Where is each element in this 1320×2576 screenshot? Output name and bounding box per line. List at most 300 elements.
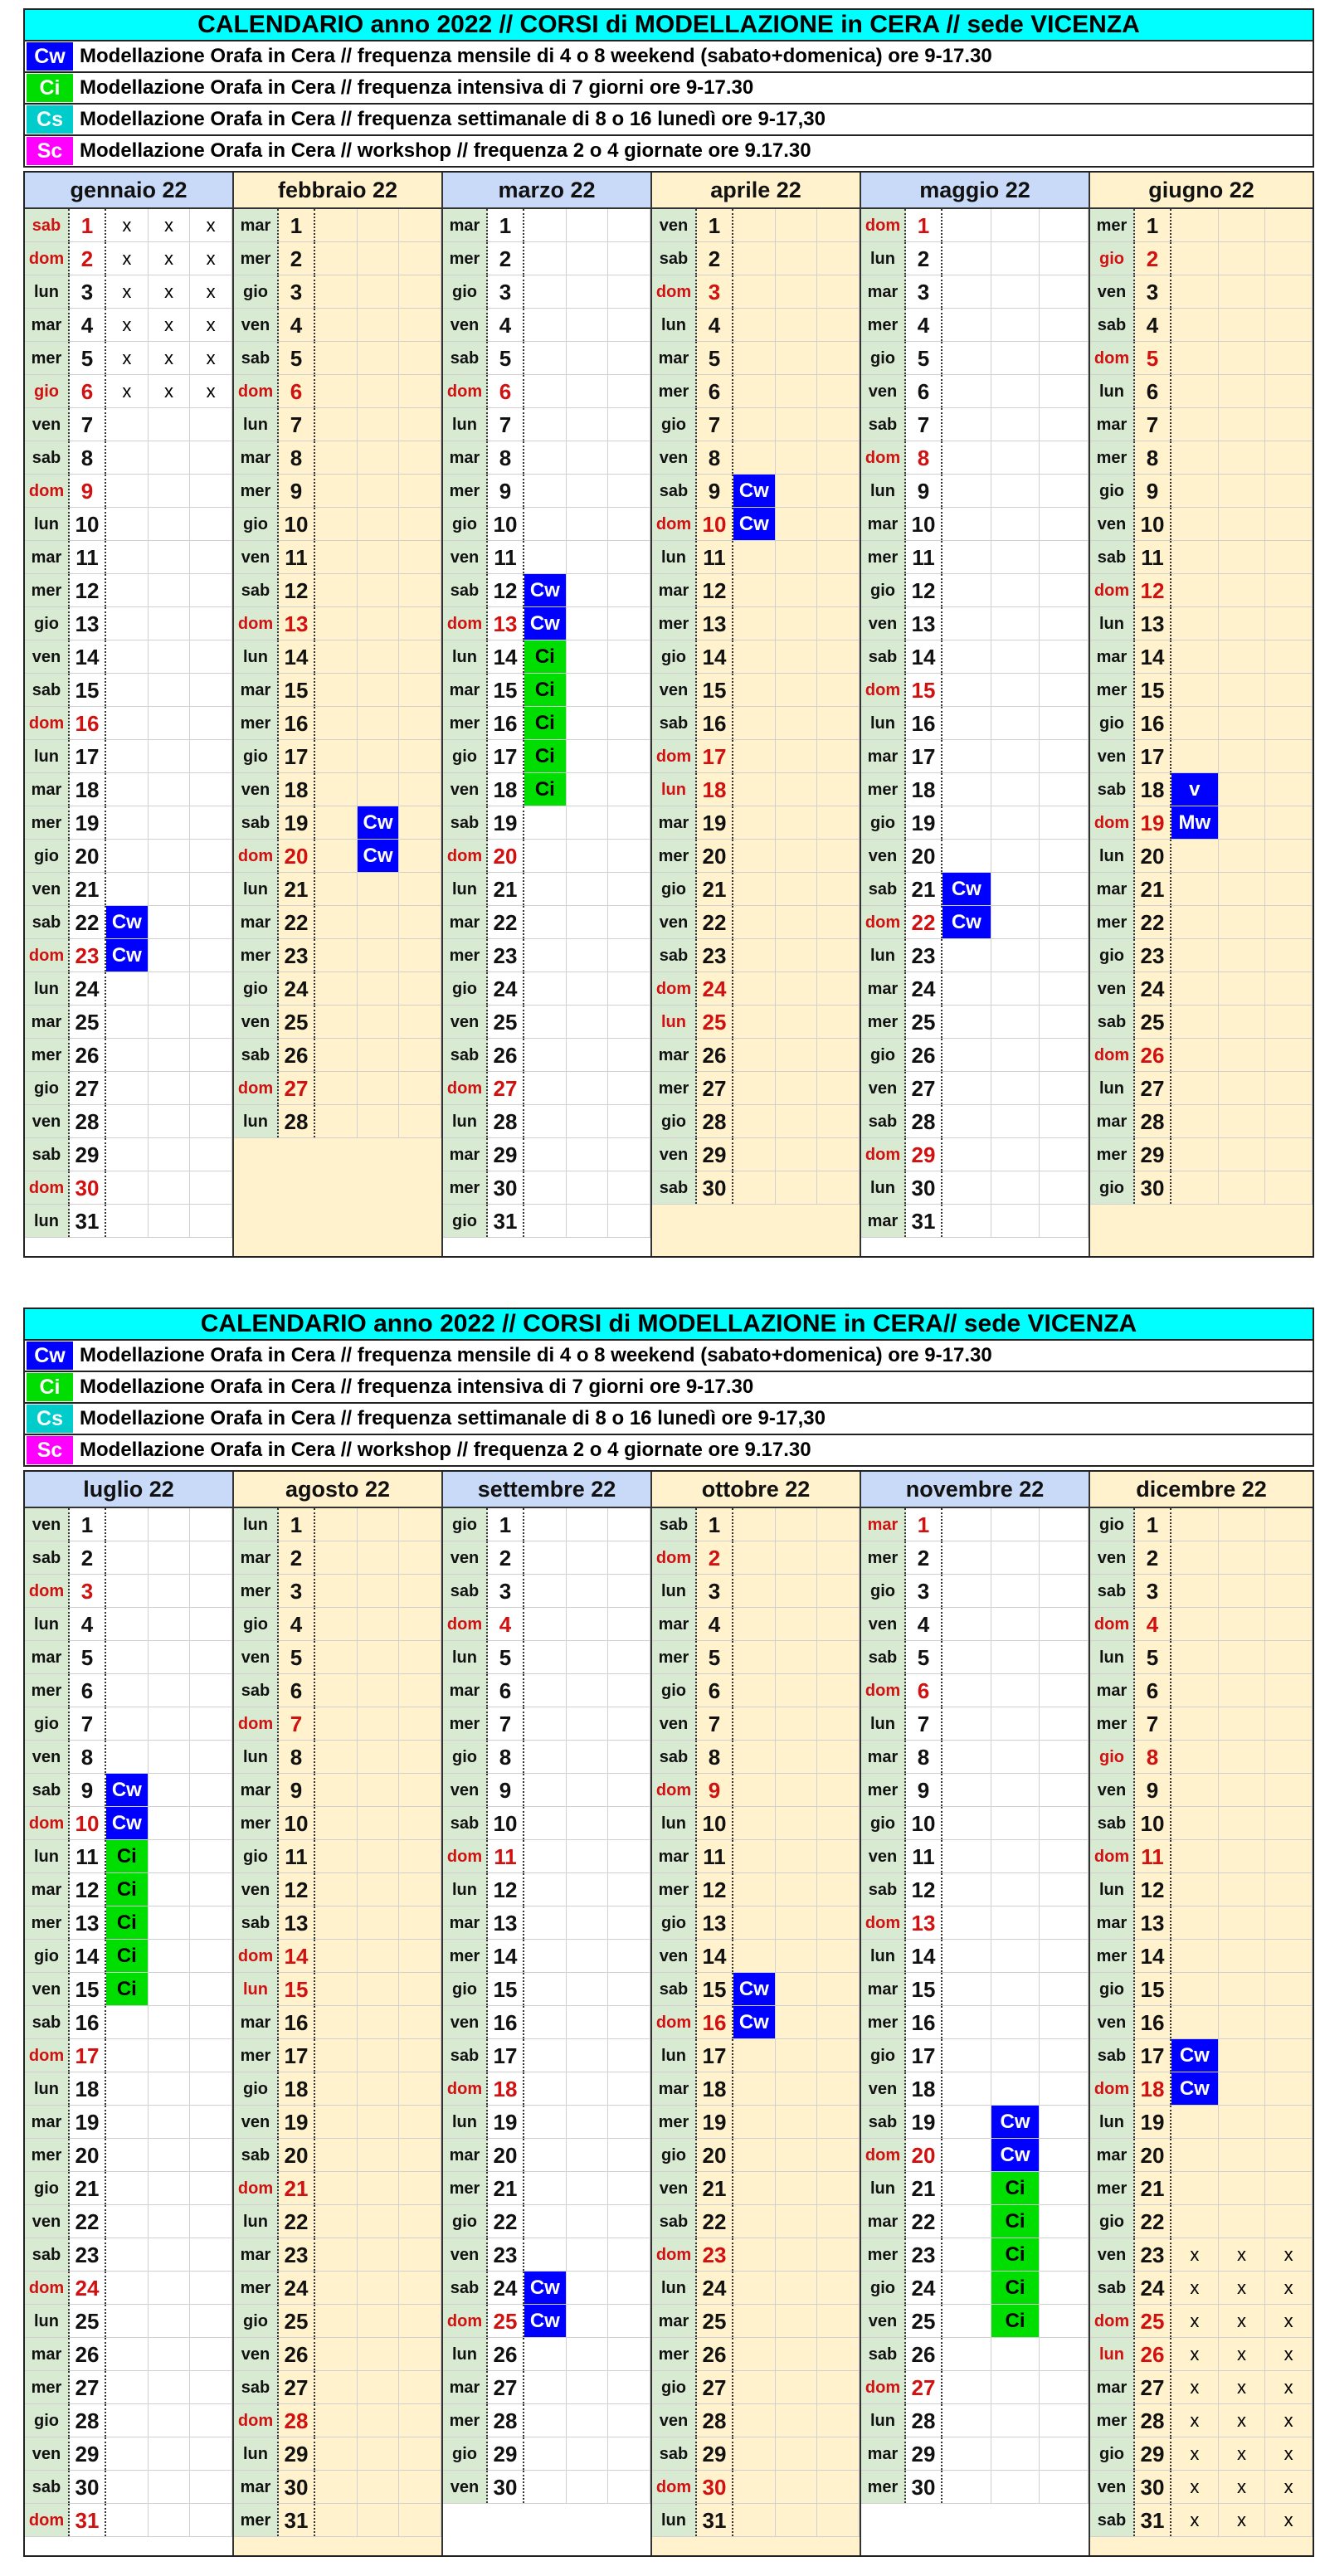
course-cell xyxy=(567,806,609,839)
course-cell xyxy=(991,1774,1040,1806)
course-cells xyxy=(315,1575,441,1607)
day-number: 14 xyxy=(697,1940,733,1972)
course-cell xyxy=(1265,2238,1313,2271)
day-row xyxy=(861,1072,1089,1105)
course-cell xyxy=(1171,2371,1219,2403)
day-row xyxy=(234,1072,441,1105)
course-cell xyxy=(524,2305,567,2337)
day-number: 9 xyxy=(70,475,106,507)
day-number: 4 xyxy=(279,309,315,341)
day-row xyxy=(234,1641,441,1674)
day-number: 4 xyxy=(279,1608,315,1640)
day-row xyxy=(234,1575,441,1608)
weekday-label: mer xyxy=(234,2504,279,2536)
course-cell xyxy=(943,2172,991,2204)
day-row xyxy=(443,541,650,574)
course-cell xyxy=(358,740,400,772)
weekday-label: lun xyxy=(25,1205,70,1237)
course-cell xyxy=(733,2106,776,2138)
course-cells xyxy=(106,1641,232,1673)
day-row xyxy=(861,1707,1089,1741)
day-row xyxy=(234,342,441,375)
course-cells xyxy=(106,1840,232,1872)
day-number: 14 xyxy=(279,640,315,673)
day-number: 29 xyxy=(70,1138,106,1171)
day-number: 16 xyxy=(906,2006,943,2038)
calendar-sheet xyxy=(23,8,1314,1258)
day-number: 10 xyxy=(697,508,733,540)
course-cells xyxy=(1171,1707,1313,1740)
course-cell xyxy=(1219,1840,1266,1872)
course-cell xyxy=(524,1171,567,1204)
course-cell xyxy=(399,242,441,275)
day-number: 7 xyxy=(1135,1707,1171,1740)
course-cell xyxy=(190,840,232,872)
course-cell xyxy=(106,1138,149,1171)
weekday-label: sab xyxy=(25,2471,70,2503)
day-number: 16 xyxy=(70,2006,106,2038)
day-number: 24 xyxy=(279,2272,315,2304)
course-cell xyxy=(776,740,818,772)
weekday-label: lun xyxy=(234,408,279,441)
course-cell xyxy=(1171,773,1219,806)
course-cells xyxy=(1171,1575,1313,1607)
course-cell xyxy=(1040,2437,1089,2470)
course-badge-cw: Cw xyxy=(358,840,399,872)
course-cells xyxy=(733,2504,860,2536)
day-number: 4 xyxy=(70,1608,106,1640)
course-cell xyxy=(733,1039,776,1071)
day-grid xyxy=(25,1508,232,2537)
day-row xyxy=(652,342,860,375)
weekday-label: gio xyxy=(861,1807,906,1839)
course-cell xyxy=(943,674,991,706)
course-badge-ci: Ci xyxy=(106,1906,148,1939)
course-cell xyxy=(315,574,358,606)
course-cell xyxy=(1265,1575,1313,1607)
weekday-label: dom xyxy=(652,2238,697,2271)
course-cell xyxy=(1171,1906,1219,1939)
course-cell xyxy=(776,1006,818,1038)
course-cell xyxy=(149,1873,191,1906)
weekday-label: dom xyxy=(861,209,906,241)
course-cell xyxy=(733,2338,776,2370)
weekday-label: mer xyxy=(234,1575,279,1607)
course-cells xyxy=(106,2371,232,2403)
course-cell xyxy=(190,1807,232,1839)
course-cells xyxy=(524,640,650,673)
course-cell xyxy=(1265,1171,1313,1204)
course-cell xyxy=(817,2039,860,2072)
weekday-label: mer xyxy=(861,541,906,573)
weekday-label: mer xyxy=(861,2006,906,2038)
course-cells xyxy=(315,906,441,938)
weekday-label: lun xyxy=(1090,840,1135,872)
day-number: 15 xyxy=(70,1973,106,2005)
weekday-label: mar xyxy=(1090,640,1135,673)
course-cell xyxy=(776,1641,818,1673)
day-row xyxy=(25,1840,232,1873)
course-cell xyxy=(608,1508,650,1541)
day-number: 24 xyxy=(488,2272,524,2304)
day-number: 2 xyxy=(279,242,315,275)
day-row xyxy=(234,209,441,242)
course-cell xyxy=(1040,1840,1089,1872)
course-cell xyxy=(315,408,358,441)
course-cell xyxy=(776,2238,818,2271)
course-cell xyxy=(776,873,818,905)
day-row xyxy=(25,2139,232,2172)
day-row xyxy=(1090,1873,1313,1906)
day-row xyxy=(861,375,1089,408)
course-cell xyxy=(358,209,400,241)
day-number: 16 xyxy=(488,2006,524,2038)
course-cells xyxy=(733,1138,860,1171)
day-number: 10 xyxy=(488,1807,524,1839)
weekday-label: ven xyxy=(861,375,906,407)
day-row xyxy=(861,707,1089,740)
day-number: 10 xyxy=(1135,1807,1171,1839)
weekday-label: gio xyxy=(652,408,697,441)
course-cell xyxy=(567,574,609,606)
course-cell xyxy=(149,342,191,374)
day-number: 15 xyxy=(697,1973,733,2005)
course-cell xyxy=(567,906,609,938)
day-number: 17 xyxy=(906,740,943,772)
course-cells xyxy=(943,1575,1089,1607)
course-cell xyxy=(315,1641,358,1673)
weekday-label: dom xyxy=(443,1840,488,1872)
course-cells xyxy=(315,541,441,573)
day-number: 10 xyxy=(488,508,524,540)
course-cell xyxy=(943,707,991,739)
course-cell xyxy=(399,309,441,341)
course-cell xyxy=(991,408,1040,441)
weekday-label: mer xyxy=(1090,441,1135,474)
weekday-label: sab xyxy=(234,1674,279,1707)
day-number: 19 xyxy=(488,2106,524,2138)
course-cell xyxy=(190,1205,232,1237)
course-cells xyxy=(524,1105,650,1137)
day-number: 30 xyxy=(697,1171,733,1204)
course-cell xyxy=(190,1575,232,1607)
course-cell xyxy=(817,475,860,507)
course-cells xyxy=(733,2072,860,2105)
course-cell xyxy=(1040,1940,1089,1972)
course-cell xyxy=(776,342,818,374)
course-cell xyxy=(190,408,232,441)
course-cell xyxy=(1265,1873,1313,1906)
course-cell xyxy=(149,1707,191,1740)
course-cell xyxy=(190,1940,232,1972)
weekday-label: mar xyxy=(1090,408,1135,441)
course-cells xyxy=(733,1741,860,1773)
course-cell xyxy=(1265,906,1313,938)
course-cell xyxy=(776,1774,818,1806)
day-row xyxy=(861,1508,1089,1541)
course-cells xyxy=(1171,1072,1313,1104)
course-cell xyxy=(524,2039,567,2072)
course-cells xyxy=(315,840,441,872)
day-number: 3 xyxy=(279,1575,315,1607)
course-cell xyxy=(733,2504,776,2536)
course-cell xyxy=(524,972,567,1005)
course-cell xyxy=(776,375,818,407)
day-number: 13 xyxy=(906,607,943,640)
course-cell xyxy=(776,2205,818,2238)
course-cell xyxy=(1171,2039,1219,2072)
course-cells xyxy=(1171,674,1313,706)
course-cell xyxy=(1040,1205,1089,1237)
course-cell xyxy=(149,475,191,507)
day-row xyxy=(25,309,232,342)
course-cell xyxy=(733,1508,776,1541)
course-cell xyxy=(1171,2072,1219,2105)
course-cell xyxy=(776,2106,818,2138)
course-cell xyxy=(315,1873,358,1906)
course-cell xyxy=(1171,2238,1219,2271)
course-cell xyxy=(567,2072,609,2105)
legend-row xyxy=(23,41,1314,73)
course-cell xyxy=(991,740,1040,772)
day-number: 5 xyxy=(1135,1641,1171,1673)
day-row xyxy=(234,2205,441,2238)
course-cell xyxy=(733,574,776,606)
course-cell xyxy=(1040,574,1089,606)
course-cell xyxy=(943,2471,991,2503)
course-cells xyxy=(524,972,650,1005)
day-row xyxy=(1090,475,1313,508)
day-grid xyxy=(861,209,1089,1238)
weekday-label: gio xyxy=(234,275,279,308)
course-cells xyxy=(315,275,441,308)
day-number: 22 xyxy=(488,906,524,938)
day-row xyxy=(443,1906,650,1940)
weekday-label: sab xyxy=(652,1741,697,1773)
weekday-label: ven xyxy=(1090,740,1135,772)
day-number: 18 xyxy=(279,773,315,806)
course-cell xyxy=(1171,640,1219,673)
month-column xyxy=(234,1472,443,2555)
weekday-label: mer xyxy=(1090,2172,1135,2204)
day-number: 5 xyxy=(279,1641,315,1673)
course-cell xyxy=(943,375,991,407)
day-number: 21 xyxy=(279,873,315,905)
course-cell xyxy=(358,2139,400,2171)
weekday-label: dom xyxy=(652,1774,697,1806)
course-cell xyxy=(991,1674,1040,1707)
day-number: 17 xyxy=(488,2039,524,2072)
course-cell xyxy=(733,2272,776,2304)
course-cells xyxy=(106,1707,232,1740)
course-cell xyxy=(1040,1171,1089,1204)
day-number: 26 xyxy=(697,1039,733,1071)
day-row xyxy=(652,2238,860,2272)
weekday-label: gio xyxy=(234,508,279,540)
day-row xyxy=(1090,2172,1313,2205)
course-cell xyxy=(358,1973,400,2005)
course-cell xyxy=(733,773,776,806)
course-badge-cw: Cw xyxy=(943,906,991,938)
day-number: 15 xyxy=(279,1973,315,2005)
day-number: 16 xyxy=(1135,707,1171,739)
course-badge-ci: Ci xyxy=(106,1873,148,1906)
course-cell xyxy=(776,1072,818,1104)
course-cell xyxy=(817,2272,860,2304)
day-number: 29 xyxy=(906,1138,943,1171)
course-cell xyxy=(991,1807,1040,1839)
course-cells xyxy=(315,2404,441,2437)
day-row xyxy=(1090,1940,1313,1973)
day-number: 8 xyxy=(1135,441,1171,474)
day-number: 15 xyxy=(1135,1973,1171,2005)
month-name: luglio 22 xyxy=(25,1472,232,1508)
weekday-label: sab xyxy=(443,342,488,374)
weekday-label: ven xyxy=(234,2106,279,2138)
course-cell xyxy=(1040,1906,1089,1939)
course-cells xyxy=(1171,740,1313,772)
course-cell xyxy=(106,342,149,374)
course-cell xyxy=(776,2039,818,2072)
weekday-label: mar xyxy=(861,740,906,772)
day-row xyxy=(652,2404,860,2437)
day-row xyxy=(443,906,650,939)
course-cell xyxy=(149,2039,191,2072)
weekday-label: sab xyxy=(861,2338,906,2370)
course-cell xyxy=(817,1072,860,1104)
weekday-label: mer xyxy=(443,2172,488,2204)
course-cell xyxy=(358,541,400,573)
weekday-label: lun xyxy=(234,873,279,905)
weekday-label: ven xyxy=(234,541,279,573)
course-cells xyxy=(1171,1774,1313,1806)
weekday-label: sab xyxy=(652,475,697,507)
day-number: 24 xyxy=(697,2272,733,2304)
course-cell xyxy=(106,375,149,407)
course-badge-ci: Ci xyxy=(524,773,566,806)
day-row xyxy=(234,1674,441,1707)
day-number: 15 xyxy=(279,674,315,706)
course-cell xyxy=(733,2006,776,2038)
day-number: 31 xyxy=(70,1205,106,1237)
day-number: 9 xyxy=(697,475,733,507)
course-cell xyxy=(991,607,1040,640)
weekday-label: gio xyxy=(25,1072,70,1104)
weekday-label: sab xyxy=(861,1641,906,1673)
course-cell xyxy=(399,906,441,938)
course-cell xyxy=(1219,2371,1266,2403)
month-column xyxy=(652,173,861,1256)
course-cell xyxy=(358,342,400,374)
weekday-label: dom xyxy=(861,1138,906,1171)
course-cells xyxy=(315,441,441,474)
course-cell xyxy=(567,1807,609,1839)
course-cells xyxy=(106,475,232,507)
course-cell xyxy=(1171,2471,1219,2503)
day-row xyxy=(443,1873,650,1906)
course-cell xyxy=(1171,408,1219,441)
course-cells xyxy=(524,1674,650,1707)
weekday-label: mer xyxy=(652,1641,697,1673)
course-cell xyxy=(1171,1807,1219,1839)
course-cell xyxy=(1265,2172,1313,2204)
course-cell xyxy=(817,773,860,806)
day-number: 21 xyxy=(697,2172,733,2204)
course-cells xyxy=(1171,906,1313,938)
course-cell xyxy=(943,408,991,441)
course-cell xyxy=(608,972,650,1005)
day-number: 5 xyxy=(70,1641,106,1673)
course-cell xyxy=(608,342,650,374)
course-cells xyxy=(943,1006,1089,1038)
course-cell xyxy=(567,508,609,540)
course-cells xyxy=(315,773,441,806)
day-number: 1 xyxy=(488,1508,524,1541)
day-number: 18 xyxy=(488,2072,524,2105)
course-cells xyxy=(733,773,860,806)
course-cell xyxy=(776,1508,818,1541)
day-row xyxy=(234,1508,441,1541)
course-cells xyxy=(943,972,1089,1005)
course-cell xyxy=(524,309,567,341)
course-cell xyxy=(524,840,567,872)
course-cell xyxy=(733,674,776,706)
course-cells xyxy=(943,1541,1089,1574)
course-cell xyxy=(1171,1873,1219,1906)
day-number: 22 xyxy=(906,2205,943,2238)
day-row xyxy=(443,972,650,1006)
unavailable-mark: x xyxy=(1237,2310,1246,2331)
day-number: 6 xyxy=(279,1674,315,1707)
course-cells xyxy=(733,1039,860,1071)
weekday-label: dom xyxy=(1090,2072,1135,2105)
course-cell xyxy=(106,1807,149,1839)
course-cells xyxy=(1171,1873,1313,1906)
course-cell xyxy=(567,873,609,905)
day-row xyxy=(234,707,441,740)
day-row xyxy=(234,2272,441,2305)
course-cell xyxy=(190,1105,232,1137)
course-cells xyxy=(524,2106,650,2138)
course-cell xyxy=(991,441,1040,474)
course-badge-cw: Cw xyxy=(106,1774,148,1806)
day-number: 11 xyxy=(906,541,943,573)
day-row xyxy=(443,1741,650,1774)
day-number: 10 xyxy=(70,1807,106,1839)
unavailable-mark: x xyxy=(1190,2476,1200,2497)
weekday-label: ven xyxy=(443,2006,488,2038)
course-cell xyxy=(608,309,650,341)
day-number: 22 xyxy=(697,906,733,938)
weekday-label: gio xyxy=(1090,1508,1135,1541)
course-cell xyxy=(315,2139,358,2171)
course-cells xyxy=(106,2039,232,2072)
day-row xyxy=(234,2371,441,2404)
legend-code: Cs xyxy=(27,1405,73,1433)
month-name: gennaio 22 xyxy=(25,173,232,209)
course-cell xyxy=(733,972,776,1005)
course-cells xyxy=(524,1205,650,1237)
course-cell xyxy=(315,1774,358,1806)
course-cell xyxy=(358,242,400,275)
course-cell xyxy=(733,508,776,540)
course-cell xyxy=(106,2371,149,2403)
course-cell xyxy=(106,1171,149,1204)
course-cells xyxy=(106,1906,232,1939)
course-cell xyxy=(1040,939,1089,971)
day-number: 1 xyxy=(70,209,106,241)
course-cell xyxy=(190,707,232,739)
